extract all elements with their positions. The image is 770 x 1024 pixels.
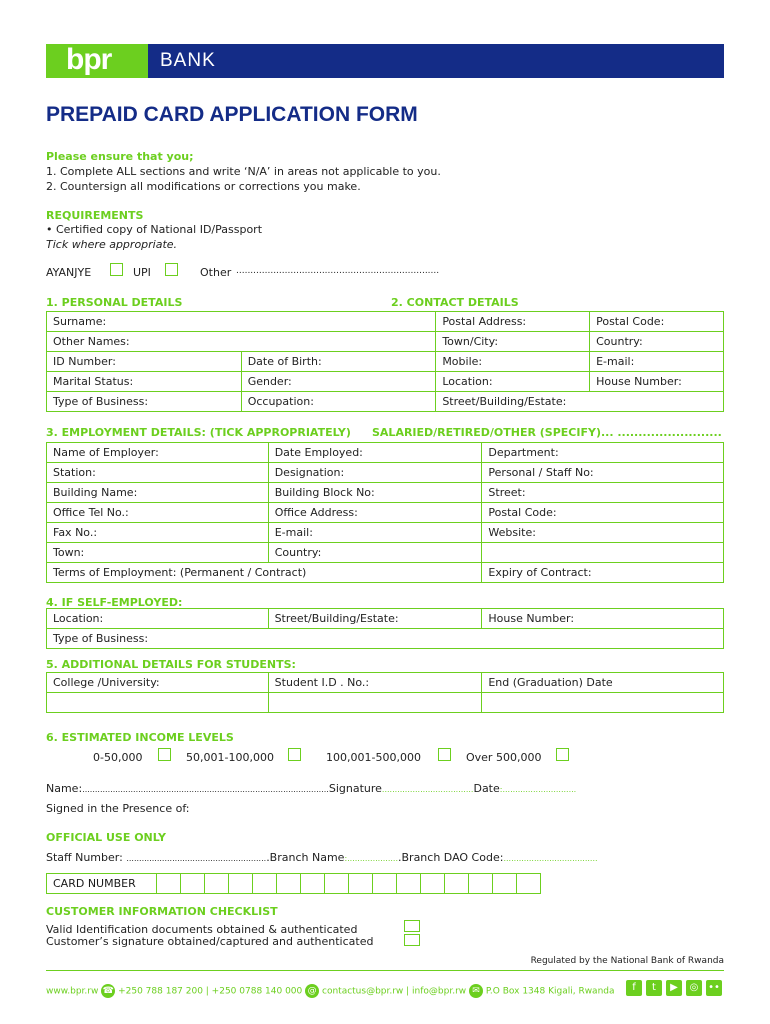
card-digit-11[interactable] (397, 874, 421, 894)
end-date-field[interactable] (482, 693, 724, 713)
se-business-field[interactable]: Type of Business: (47, 629, 724, 649)
checklist-checkbox-1[interactable] (404, 920, 420, 932)
email-field[interactable]: E-mail: (590, 352, 724, 372)
town-field[interactable]: Town/City: (436, 332, 590, 352)
ayanjye-checkbox[interactable] (110, 263, 123, 276)
other-names-field[interactable]: Other Names: (47, 332, 436, 352)
checklist-heading: CUSTOMER INFORMATION CHECKLIST (46, 905, 278, 918)
students-heading: 5. ADDITIONAL DETAILS FOR STUDENTS: (46, 658, 296, 671)
empty-cell (482, 543, 724, 563)
card-digit-1[interactable] (157, 874, 181, 894)
card-digit-6[interactable] (277, 874, 301, 894)
card-digit-9[interactable] (349, 874, 373, 894)
card-digit-10[interactable] (373, 874, 397, 894)
opt-other-field[interactable]: ....................................................................... (236, 266, 440, 276)
income-level-4-checkbox[interactable] (556, 748, 569, 761)
station-field[interactable]: Station: (47, 463, 269, 483)
postal-address-field[interactable]: Postal Address: (436, 312, 590, 332)
office-tel-field[interactable]: Office Tel No.: (47, 503, 269, 523)
branch-name-label: .Branch Name (266, 851, 345, 864)
website-field[interactable]: Website: (482, 523, 724, 543)
card-number-label: CARD NUMBER (47, 874, 157, 894)
instagram-icon[interactable]: ◎ (686, 980, 702, 996)
street-field[interactable]: Street/Building/Estate: (436, 392, 724, 412)
emp-street-field[interactable]: Street: (482, 483, 724, 503)
income-level-1-checkbox[interactable] (158, 748, 171, 761)
card-digit-14[interactable] (469, 874, 493, 894)
college-label: College /University: (47, 673, 269, 693)
intro-line-1: 1. Complete ALL sections and write ‘N/A’ in areas not applicable to you. (46, 165, 441, 178)
staff-no-field[interactable]: Personal / Staff No: (482, 463, 724, 483)
staff-number-label: Staff Number: (46, 851, 123, 864)
id-number-field[interactable]: ID Number: (47, 352, 242, 372)
mail-icon: ✉ (469, 984, 483, 998)
branch-dao-field[interactable]: ..................................... (503, 854, 598, 863)
staff-number-field[interactable]: ....................................................... (126, 854, 267, 863)
opt-other-label: Other (200, 266, 232, 279)
fax-field[interactable]: Fax No.: (47, 523, 269, 543)
card-digit-2[interactable] (181, 874, 205, 894)
footer-phones: +250 788 187 200 | +250 0788 140 000 (118, 986, 303, 997)
expiry-field[interactable]: Expiry of Contract: (482, 563, 724, 583)
income-level-3-checkbox[interactable] (438, 748, 451, 761)
card-digit-8[interactable] (325, 874, 349, 894)
signature-line (46, 782, 576, 795)
date-field[interactable]: :............................. (499, 785, 577, 794)
opt-upi-label: UPI (133, 266, 151, 279)
building-block-field[interactable]: Building Block No: (268, 483, 482, 503)
branch-name-field[interactable]: :.................... (344, 854, 398, 863)
income-level-2-label: 50,001-100,000 (186, 751, 274, 764)
intro-line-2: 2. Countersign all modifications or corrections you make. (46, 180, 361, 193)
checklist-item-2: Customer’s signature obtained/captured and authenticated (46, 935, 374, 948)
surname-field[interactable]: Surname: (47, 312, 436, 332)
footer-web[interactable]: www.bpr.rw (46, 986, 99, 997)
gender-field[interactable]: Gender: (241, 372, 436, 392)
official-heading: OFFICIAL USE ONLY (46, 831, 167, 844)
designation-field[interactable]: Designation: (268, 463, 482, 483)
branch-dao-label: .Branch DAO Code: (398, 851, 504, 864)
emp-town-field[interactable]: Town: (47, 543, 269, 563)
country-field[interactable]: Country: (590, 332, 724, 352)
email-icon: @ (305, 984, 319, 998)
terms-field[interactable]: Terms of Employment: (Permanent / Contract) (47, 563, 482, 583)
employment-heading: 3. EMPLOYMENT DETAILS: (TICK APPROPRIATELY) (46, 426, 351, 439)
presence-label: Signed in the Presence of: (46, 802, 190, 815)
college-field[interactable] (47, 693, 269, 713)
employment-heading-2: SALARIED/RETIRED/OTHER (SPECIFY)... ......................... (372, 426, 722, 439)
requirements-heading: REQUIREMENTS (46, 209, 144, 222)
contact-heading: 2. CONTACT DETAILS (391, 296, 519, 309)
se-location-field[interactable]: Location: (47, 609, 269, 629)
official-line (46, 851, 598, 864)
marital-field[interactable]: Marital Status: (47, 372, 242, 392)
intro-heading: Please ensure that you; (46, 150, 194, 163)
postal-code-field[interactable]: Postal Code: (590, 312, 724, 332)
header-banner (46, 44, 724, 78)
personal-heading: 1. PERSONAL DETAILS (46, 296, 183, 309)
house-number-field[interactable]: House Number: (590, 372, 724, 392)
student-id-field[interactable] (268, 693, 482, 713)
requirements-note: Tick where appropriate. (46, 238, 178, 251)
income-level-3-label: 100,001-500,000 (326, 751, 421, 764)
youtube-icon[interactable]: ▶ (666, 980, 682, 996)
card-digit-15[interactable] (493, 874, 517, 894)
students-table (46, 672, 724, 713)
emp-country-field[interactable]: Country: (268, 543, 482, 563)
upi-checkbox[interactable] (165, 263, 178, 276)
employer-field[interactable]: Name of Employer: (47, 443, 269, 463)
bpr-logo: bpr (46, 44, 148, 78)
card-digit-7[interactable] (301, 874, 325, 894)
checklist-checkbox-2[interactable] (404, 934, 420, 946)
card-digit-4[interactable] (229, 874, 253, 894)
footer-emails[interactable]: contactus@bpr.rw | info@bpr.rw (322, 986, 467, 997)
self-employed-table (46, 608, 724, 649)
self-employed-heading: 4. IF SELF-EMPLOYED: (46, 596, 183, 609)
income-level-2-checkbox[interactable] (288, 748, 301, 761)
card-digit-12[interactable] (421, 874, 445, 894)
personal-contact-table (46, 311, 724, 412)
card-digit-3[interactable] (205, 874, 229, 894)
date-employed-field[interactable]: Date Employed: (268, 443, 482, 463)
end-date-label: End (Graduation) Date (482, 673, 724, 693)
income-heading: 6. ESTIMATED INCOME LEVELS (46, 731, 234, 744)
card-digit-16[interactable] (517, 874, 541, 894)
mobile-field[interactable]: Mobile: (436, 352, 590, 372)
location-field[interactable]: Location: (436, 372, 590, 392)
flickr-icon[interactable]: •• (706, 980, 722, 996)
footer-pobox: P.O Box 1348 Kigali, Rwanda (485, 986, 615, 997)
income-level-1-label: 0-50,000 (93, 751, 143, 764)
building-name-field[interactable]: Building Name: (47, 483, 269, 503)
regulated-note: Regulated by the National Bank of Rwanda (530, 956, 724, 966)
se-house-field[interactable]: House Number: (482, 609, 724, 629)
card-digit-13[interactable] (445, 874, 469, 894)
card-digit-5[interactable] (253, 874, 277, 894)
occupation-field[interactable]: Occupation: (241, 392, 436, 412)
student-id-label: Student I.D . No.: (268, 673, 482, 693)
signature-field[interactable]: .................................... (381, 785, 474, 794)
name-label: Name: (46, 782, 83, 795)
facebook-icon[interactable]: f (626, 980, 642, 996)
bank-label: BANK (160, 50, 216, 71)
business-type-field[interactable]: Type of Business: (47, 392, 242, 412)
footer-contact (46, 984, 615, 998)
emp-postal-code-field[interactable]: Postal Code: (482, 503, 724, 523)
dob-field[interactable]: Date of Birth: (241, 352, 436, 372)
footer-divider (46, 970, 724, 971)
office-address-field[interactable]: Office Address: (268, 503, 482, 523)
opt-ayanjye-label: AYANJYE (46, 266, 92, 279)
department-field[interactable]: Department: (482, 443, 724, 463)
phone-icon: ☎ (102, 986, 114, 996)
date-label: Date (473, 782, 500, 795)
se-street-field[interactable]: Street/Building/Estate: (268, 609, 482, 629)
requirements-item: • Certified copy of National ID/Passport (46, 223, 263, 236)
name-field[interactable]: ................................................................................................. (82, 785, 329, 794)
income-level-4-label: Over 500,000 (466, 751, 542, 764)
employment-table (46, 442, 724, 583)
card-number-table (46, 873, 541, 894)
checklist-item-1: Valid Identification documents obtained & authenticated (46, 923, 358, 936)
emp-email-field[interactable]: E-mail: (268, 523, 482, 543)
signature-label: Signature (328, 782, 382, 795)
form-title: PREPAID CARD APPLICATION FORM (46, 103, 418, 126)
twitter-icon[interactable]: t (646, 980, 662, 996)
